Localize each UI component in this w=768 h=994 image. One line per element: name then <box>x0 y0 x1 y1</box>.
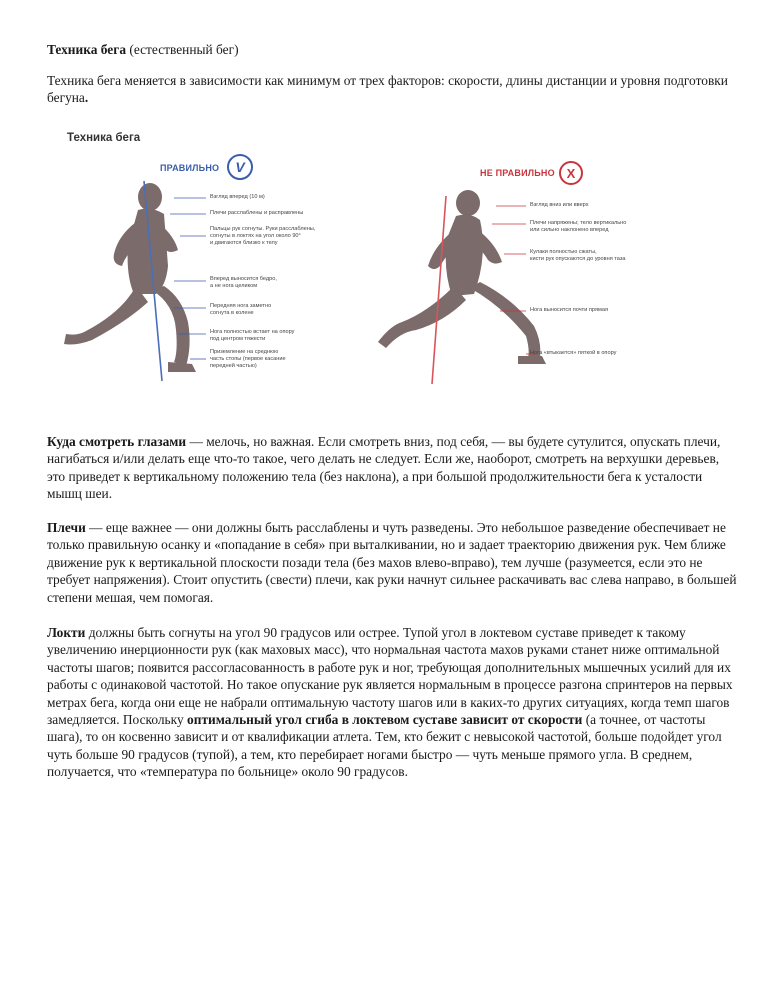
wrong-posture-line <box>432 196 446 384</box>
paragraph-elbows-text-a: должны быть согнуты на угол 90 градусов или острее. Тупой угол в локтевом суставе приведет к такому увеличению инерционности рук (как маховых масс), что нормальная частота махов руками станет ниже оптимальной частоты шагов; появится рассогласованность в работе рук и ног, требующая дополнительных мышечных усилий для их работы с одинаковой частотой. Но такое опускание рук является нормальным в процессе разгона спринтеров на первых метрах бега, когда они еще не набрали оптимальную частоту шагов или в каких-то других ситуациях, когда темп шагов замедляется. Поскольку <box>47 625 733 728</box>
correct-label: ПРАВИЛЬНО <box>160 163 220 173</box>
correct-note-2: Плечи расслаблены и расправлены <box>210 210 304 216</box>
running-technique-figure <box>56 126 656 396</box>
wrong-note-4: Нога выносится почти прямая <box>530 307 608 313</box>
wrong-label: НЕ ПРАВИЛЬНО <box>480 168 555 178</box>
intro-end: . <box>84 90 89 106</box>
correct-note-1: Взгляд вперед (10 м) <box>210 194 265 200</box>
intro-paragraph <box>47 72 737 107</box>
correct-check-icon <box>228 155 252 179</box>
correct-note-7: Приземление на среднюю часть стопы (первое касание передней частью) <box>210 349 286 369</box>
correct-runner-silhouette <box>64 183 196 372</box>
wrong-cross-icon <box>560 162 582 184</box>
document-title <box>47 41 239 58</box>
wrong-note-2: Плечи напряжены; тело вертикально или сильно наклонено вперед <box>530 220 627 233</box>
correct-mark: V <box>235 159 245 175</box>
wrong-mark: X <box>566 166 576 181</box>
figure-title: Техника бега <box>67 132 141 144</box>
wrong-note-3: Кулаки полностью сжаты, кисти рук опускаются до уровня таза <box>530 249 626 262</box>
paragraph-elbows-text-b: (а точнее, от частоты шага), то он косвенно зависит и от квалификации атлета. Тем, кто бежит с невысокой частотой, больше подойдет угол чуть больше 90 градусов (тупой), а тем, кто перебирает ногами быстро — чуть меньше прямого угла. В среднем, получается, что «температура по больнице» около 90 градусов. <box>47 712 722 780</box>
wrong-note-1: Взгляд вниз или вверх <box>530 202 589 208</box>
correct-note-4: Вперед выносится бедро, а не нога целиком <box>210 276 277 289</box>
correct-note-5: Передняя нога заметно согнута в колене <box>210 303 272 316</box>
wrong-runner-silhouette <box>378 190 546 364</box>
correct-note-3: Пальцы рук согнуты. Руки расслаблены, согнуты в локтях на угол около 90° и двигаются близко к телу <box>210 226 316 246</box>
paragraph-elbows-heading: Локти <box>47 625 86 640</box>
paragraph-shoulders <box>47 519 737 606</box>
intro-text: Техника бега меняется в зависимости как минимум от трех факторов: скорости, длины дистанции и уровня подготовки бегуна <box>47 73 728 106</box>
correct-note-6: Нога полностью встает на опору под центром тяжести <box>210 329 295 342</box>
paragraph-eyes-heading: Куда смотреть глазами <box>47 434 187 449</box>
title-rest: (естественный бег) <box>126 42 239 57</box>
paragraph-elbows-emphasis: оптимальный угол сгиба в локтевом суставе зависит от скорости <box>187 712 583 728</box>
paragraph-elbows <box>47 624 737 781</box>
title-bold: Техника бега <box>47 42 127 57</box>
paragraph-shoulders-text: — еще важнее — они должны быть расслаблены и чуть разведены. Это небольшое разведение обеспечивает не только правильную осанку и «попадание в себя» при выталкивании, но и задает траекторию движения рук. Чем ближе движение рук к вертикальной плоскости позади тела (без махов влево-вправо), тем лучше (разумеется, если это не требует напряжения). Стоит опустить (свести) плечи, как руки начнут сильнее раскачивать вас слева направо, в большей степени мешая, чем помогая. <box>47 520 737 605</box>
paragraph-shoulders-heading: Плечи <box>47 520 86 535</box>
paragraph-eyes <box>47 433 737 503</box>
wrong-note-5: Нога «втыкается» пяткой в опору <box>530 350 617 356</box>
paragraph-eyes-text: — мелочь, но важная. Если смотреть вниз, под себя, — вы будете сутулится, опускать плечи, нагибаться и/или делать еще что-то такое, чего делать не следует. Если же, наоборот, смотреть на верхушки деревьев, это приведет к вертикальному положению тела (без наклона), а при большой продолжительности бега к усталости мышц шеи. <box>47 434 721 502</box>
